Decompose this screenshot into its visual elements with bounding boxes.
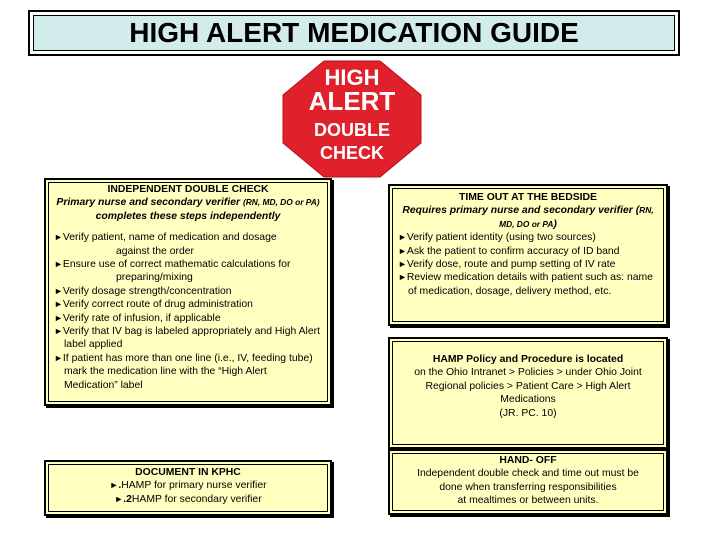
independent-item: ►Verify that IV bag is labeled appropriately and High Alert label applied [54,326,320,351]
document-heading: DOCUMENT IN KPHC [135,467,241,478]
handoff-line: at mealtimes or between units. [457,495,599,507]
handoff-heading: HAND- OFF [499,455,557,466]
independent-item: ►If patient has more than one line (i.e., IV, feeding tube) mark the medication line with the “High Alert Medication” label [54,352,313,391]
hamp-policy-box [388,337,668,449]
high-alert-stop-sign-icon [282,60,422,178]
time-out-box [388,184,668,326]
timeout-item: ►Verify patient identity (using two sources) [398,232,596,244]
document-item: ►.HAMP for primary nurse verifier [109,480,267,492]
hand-off-box [388,449,668,515]
independent-item: ►Verify rate of infusion, if applicable [54,312,221,324]
hamp-heading: HAMP Policy and Procedure is located [432,354,624,365]
sign-line-3: DOUBLE [314,120,390,140]
independent-item: ►Verify dosage strength/concentration [54,285,232,297]
hamp-line: on the Ohio Intranet > Policies > under Ohio Joint [414,367,642,379]
independent-item: ►Verify patient, name of medication and dosage against the order [54,232,277,257]
independent-heading: INDEPENDENT DOUBLE CHECK [107,184,269,195]
hamp-line: Medications [500,394,556,406]
title-banner [28,10,680,56]
hamp-line: Regional policies > Patient Care > High Alert [425,380,631,392]
document-kphc-box [44,460,332,516]
timeout-item: ►Verify dose, route and pump setting of IV rate [398,259,616,271]
timeout-subheading: Requires primary nurse and secondary verifier (RN, MD, DO or PA) [402,205,654,230]
handoff-line: Independent double check and time out must be [417,468,639,480]
hamp-line: (JR. PC. 10) [499,407,557,419]
page-title: HIGH ALERT MEDICATION GUIDE [129,17,579,48]
sign-line-1: HIGH [324,65,380,90]
independent-double-check-box [44,178,332,406]
title-panel [33,15,675,51]
independent-item: ►Ensure use of correct mathematic calculations for preparing/mixing [54,259,291,284]
timeout-item: ►Review medication details with patient such as: name of medication, dosage, delivery method, etc. [398,272,653,297]
sign-line-2: ALERT [308,86,396,116]
document-item: ►.2HAMP for secondary verifier [114,493,262,505]
timeout-item: ►Ask the patient to confirm accuracy of ID band [398,245,620,257]
handoff-line: done when transferring responsibilities [439,481,617,493]
sign-line-4: CHECK [319,143,385,163]
independent-subheading: Primary nurse and secondary verifier (RN, MD, DO or PA) completes these steps independently [56,197,320,222]
timeout-heading: TIME OUT AT THE BEDSIDE [459,192,597,203]
independent-item: ►Verify correct route of drug administration [54,299,253,311]
